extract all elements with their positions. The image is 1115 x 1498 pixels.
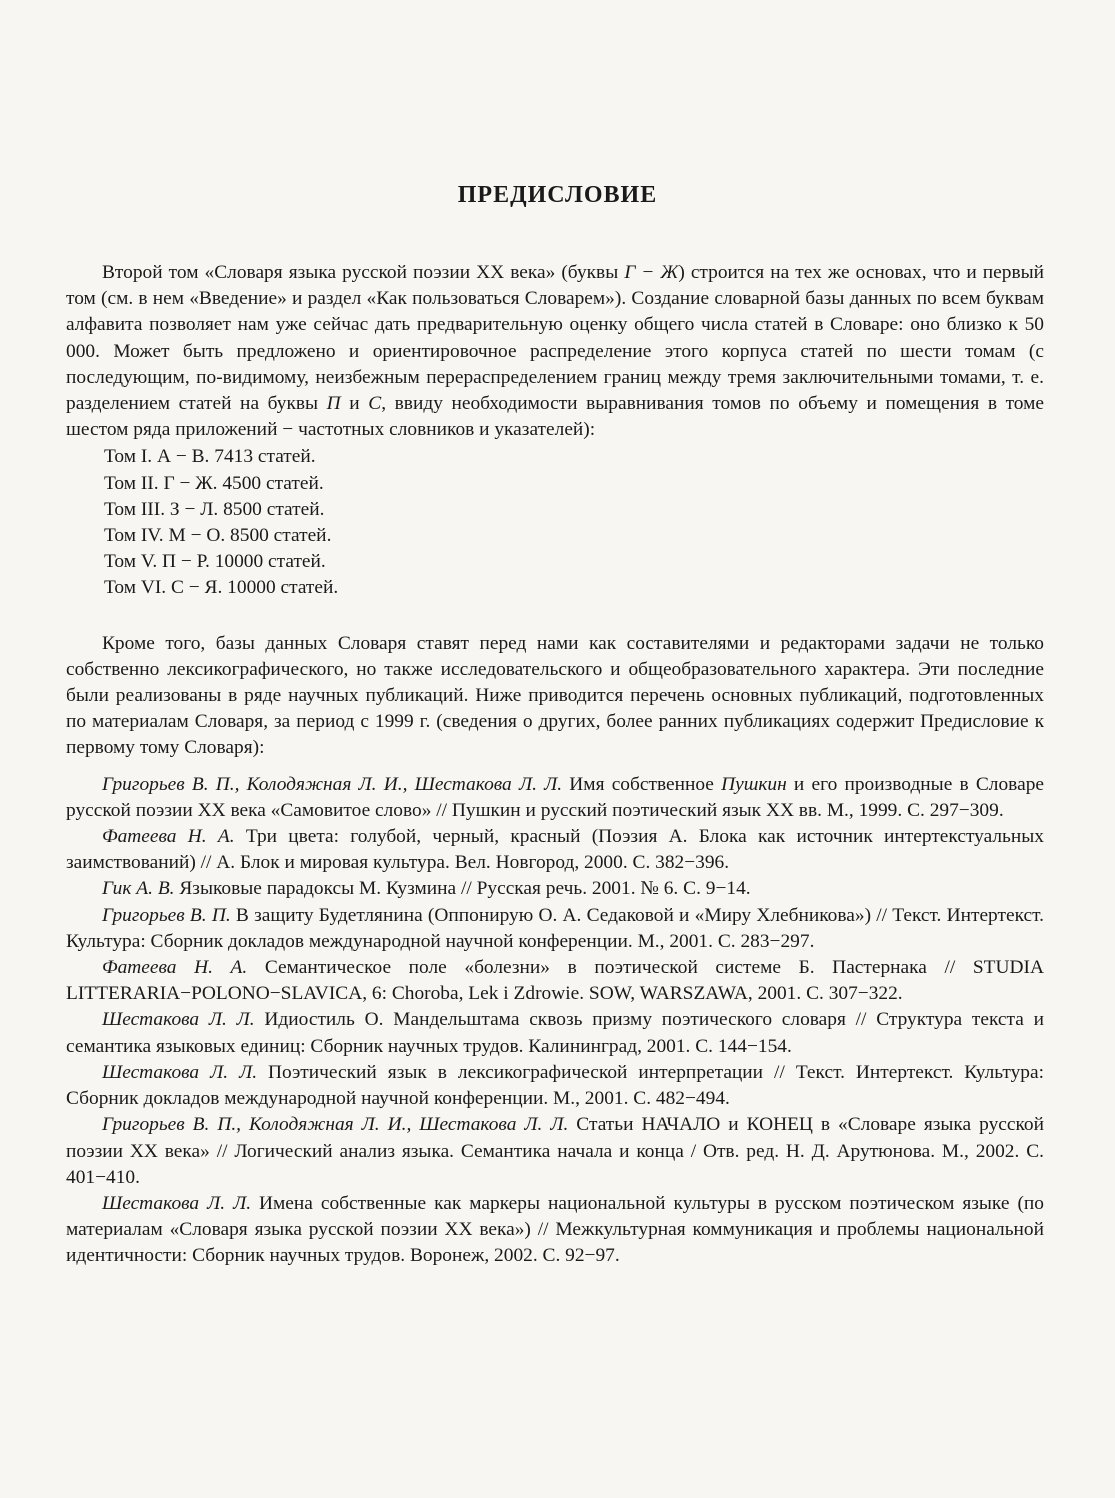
reference-list (66, 772, 1044, 1270)
reference-segment: Шестакова Л. Л. (102, 1061, 258, 1083)
reference-segment: Идиостиль О. Мандельштама сквозь призму поэтического словаря // Структура текста и семантика языковых единиц: Сборник научных трудов. Калининград, 2001. С. 144−154. (66, 1009, 1044, 1057)
intro-segment: С (368, 393, 382, 415)
reference-segment: Фатеева Н. А. (102, 826, 235, 848)
reference-entry (66, 1112, 1044, 1191)
reference-segment: Пушкин (721, 773, 787, 795)
reference-segment: Григорьев В. П., Колодяжная Л. И., Шестакова Л. Л. (102, 1114, 569, 1136)
reference-segment: Шестакова Л. Л. (102, 1192, 252, 1214)
page-title: ПРЕДИСЛОВИЕ (457, 182, 658, 209)
page-body (66, 260, 1044, 1270)
reference-segment: Григорьев В. П. (102, 904, 231, 926)
reference-segment: Фатеева Н. А. (102, 957, 248, 979)
volume-item: Том I. А − В. 7413 статей. (104, 446, 316, 468)
reference-segment: Семантическое поле «болезни» в поэтической системе Б. Пастернака // STUDIA LITTERARIA−POLONO−SLAVICA, 6: Choroba, Lek i Zdrowie. SOW, WARSZAWA, 2001. С. 307−322. (66, 957, 1044, 1005)
reference-entry (66, 876, 1044, 902)
reference-entry (66, 772, 1044, 824)
reference-segment: Три цвета: голубой, черный, красный (Поэзия А. Блока как источник интертекстуальных заимствований) // А. Блок и мировая культура. Вел. Новгород, 2000. С. 382−396. (66, 826, 1044, 874)
intro-segment: , ввиду необходимости выравнивания томов по объему и помещения в томе шестом ряда приложений − частотных словников и указателей): (66, 393, 1045, 441)
intro-segment: и (340, 393, 369, 415)
reference-entry (66, 1191, 1044, 1270)
intro-segment: Второй том «Словаря языка русской поэзии XX века» (буквы (102, 262, 625, 283)
volume-item: Том VI. С − Я. 10000 статей. (104, 577, 339, 599)
volume-item: Том IV. М − О. 8500 статей. (104, 525, 332, 547)
intro-paragraph (66, 260, 1044, 443)
volume-list (66, 444, 1044, 601)
reference-entry (66, 1007, 1044, 1059)
reference-entry (66, 824, 1044, 876)
reference-segment: Имя собственное (562, 773, 722, 795)
intro-segment: Г − Ж (624, 262, 679, 283)
reference-segment: Статьи НАЧАЛО и КОНЕЦ в «Словаре языка русской поэзии XX века» // Логический анализ языка. Семантика начала и конца / Отв. ред. Н. Д. Арутюнова. М., 2002. С. 401−410. (66, 1114, 1044, 1188)
reference-segment: и его производные в Словаре русской поэзии XX века «Самовитое слово» // Пушкин и русский поэтический язык XX вв. М., 1999. С. 297−309. (66, 773, 1044, 821)
reference-segment: Языковые парадоксы М. Кузмина // Русская речь. 2001. № 6. С. 9−14. (174, 878, 751, 900)
reference-entry (66, 1060, 1044, 1112)
reference-segment: Григорьев В. П., Колодяжная Л. И., Шестакова Л. Л. (102, 773, 563, 795)
reference-segment: Имена собственные как маркеры национальной культуры в русском поэтическом языке (по материалам «Словаря языка русской поэзии XX века») // Межкультурная коммуникация и проблемы национальной идентичности: Сборник научных трудов. Воронеж, 2002. С. 92−97. (66, 1192, 1044, 1267)
publications-paragraph: Кроме того, базы данных Словаря ставят перед нами как составителями и редакторами задачи не только собственно лексикографического, но также исследовательского и общеобразовательного характера. Эти последние были реализованы в ряде научных публикаций. Ниже приводится перечень основных публикаций, подготовленных по материалам Словаря, за период с 1999 г. (сведения о других, более ранних публикациях содержит Предисловие к первому тому Словаря): (66, 632, 1044, 759)
reference-segment: Поэтический язык в лексикографической интерпретации // Текст. Интертекст. Культура: Сборник докладов международной научной конференции. М., 2001. С. 482−494. (66, 1061, 1044, 1110)
volume-item: Том III. З − Л. 8500 статей. (104, 498, 325, 520)
reference-segment: Гик А. В. (102, 878, 175, 900)
reference-segment: Шестакова Л. Л. (102, 1009, 255, 1031)
volume-item: Том V. П − Р. 10000 статей. (104, 551, 326, 573)
reference-entry (66, 955, 1044, 1007)
reference-entry (66, 903, 1044, 955)
intro-segment: П (326, 393, 341, 415)
volume-item: Том II. Г − Ж. 4500 статей. (104, 472, 324, 494)
reference-segment: В защиту Будетлянина (Оппонирую О. А. Седаковой и «Миру Хлебникова») // Текст. Интертекст. Культура: Сборник докладов международной научной конференции. М., 2001. С. 283−297. (66, 904, 1044, 952)
intro-segment: ) строится на тех же основах, что и первый том (см. в нем «Введение» и раздел «Как пользоваться Словарем»). Создание словарной базы данных по всем буквам алфавита позволяет нам уже сейчас дать предварительную оценку общего числа статей в Словаре: оно близко к 50 000. Может быть предложено и ориентировочное распределение этого корпуса статей по шести томам (с последующим, по-видимому, неизбежным перераспределением границ между тремя заключительными томами, т. е. разделением статей на буквы (66, 262, 1045, 415)
